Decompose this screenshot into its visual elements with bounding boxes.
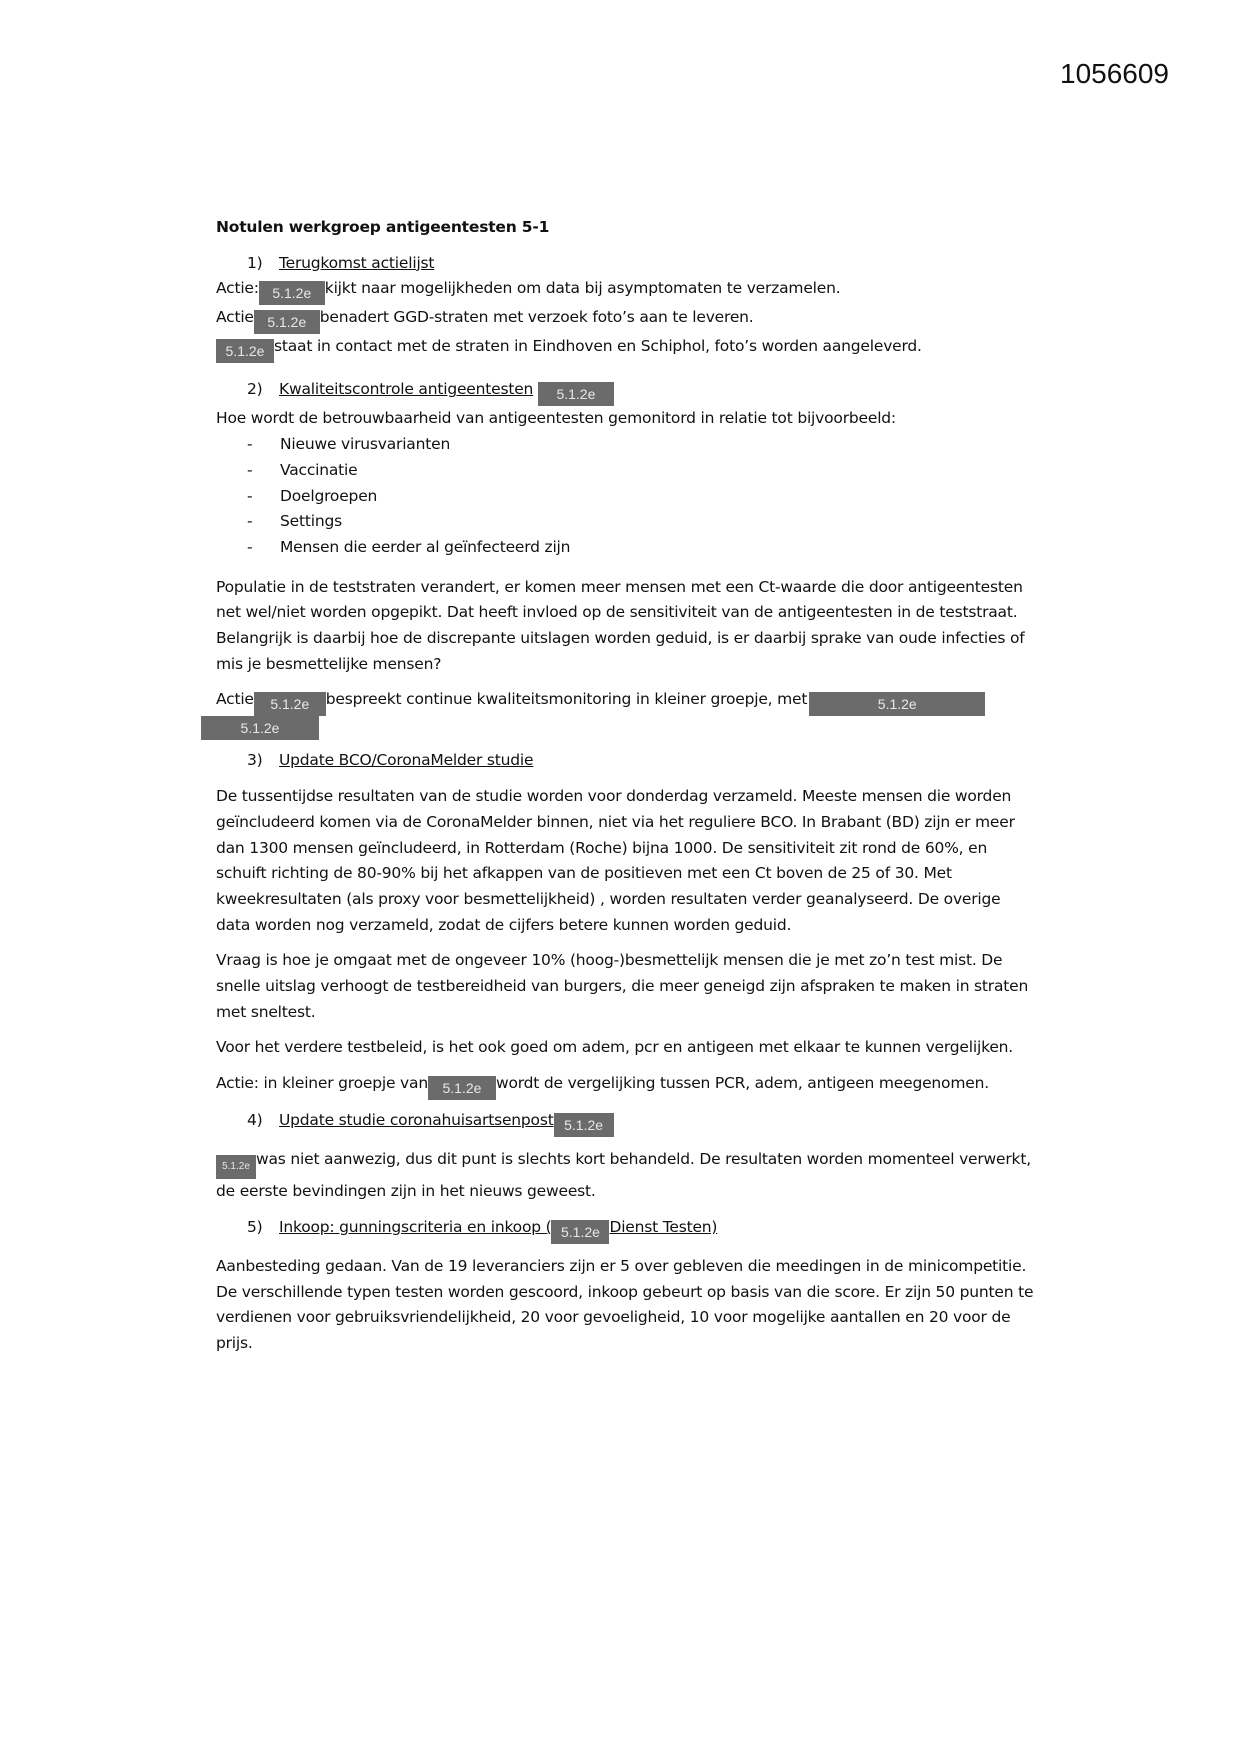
- redaction-block: 5.1.2e: [538, 382, 614, 406]
- list-item: - Vaccinatie: [247, 460, 358, 479]
- list-item: - Mensen die eerder al geïnfecteerd zijn: [247, 537, 571, 556]
- action-line-1: [216, 276, 1036, 305]
- redaction-block: 5.1.2e: [254, 692, 326, 716]
- redaction-block: 5.1.2e: [554, 1113, 614, 1137]
- section-number: 4): [247, 1111, 263, 1130]
- list-item: - Doelgroepen: [247, 486, 378, 505]
- action-text: benadert GGD-straten met verzoek foto’s aan te leveren.: [319, 308, 754, 327]
- action-label: Actie: [216, 690, 254, 709]
- section-5-paragraph: Aanbesteding gedaan. Van de 19 leveranciers zijn er 5 over gebleven die meedingen in de minicompetitie. De verschillende typen testen worden gescoord, inkoop gebeurt op basis van die score. Er zijn 50 punten te verdienen voor gebruiksvriendelijkheid, 20 voor gevoeligheid, 10 voor mogelijke aantallen en 20 voor de prijs.: [216, 1256, 1034, 1352]
- section-number: 2): [247, 380, 263, 399]
- section-3-heading: [216, 748, 1036, 774]
- section-3-action: [216, 1071, 1036, 1100]
- action-text: wordt de vergelijking tussen PCR, adem, antigeen meegenomen.: [495, 1074, 989, 1093]
- redaction-block: 5.1.2e: [259, 281, 325, 305]
- section-title-end: Dienst Testen): [609, 1217, 718, 1236]
- action-label: Actie: in kleiner groepje van: [216, 1074, 428, 1093]
- redaction-block: 5.1.2e: [254, 310, 320, 334]
- action-text: kijkt naar mogelijkheden om data bij asymptomaten te verzamelen.: [324, 279, 841, 298]
- section-number: 1): [247, 253, 263, 272]
- action-text: bespreekt continue kwaliteitsmonitoring in kleiner groepje, met: [325, 690, 808, 709]
- section-number: 5): [247, 1217, 263, 1236]
- section-number: 3): [247, 751, 263, 770]
- section-title: Update studie coronahuisartsenpost: [279, 1111, 554, 1130]
- bullet-list: [216, 432, 1036, 561]
- section-1-heading: [216, 251, 1036, 277]
- redaction-block: 5.1.2e: [216, 1155, 256, 1179]
- list-item: - Settings: [247, 512, 342, 531]
- section-title: Update BCO/CoronaMelder studie: [279, 751, 534, 770]
- list-item: - Nieuwe virusvarianten: [247, 435, 451, 454]
- paragraph-text: was niet aanwezig, dus dit punt is slechts kort behandeld. De resultaten worden momenteel verwerkt, de eerste bevindingen zijn in het nieuws geweest.: [216, 1150, 1031, 1201]
- section-3-paragraph-1: De tussentijdse resultaten van de studie worden voor donderdag verzameld. Meeste mensen die worden geïncludeerd komen via de CoronaMelder binnen, niet via het reguliere BCO. In Brabant (BD) zijn er meer dan 1300 mensen geïncludeerd, in Rotterdam (Roche) bijna 1000. De sensitiviteit zit rond de 60%, en schuift richting de 80-90% bij het afkappen van de positieven met een Ct boven de 25 of 30. Met kweekresultaten (als proxy voor besmettelijkheid) , worden resultaten verder geanalyseerd. De overige data worden nog verzameld, zodat de cijfers betere kunnen worden geduid.: [216, 787, 1015, 934]
- redaction-block: 5.1.2e: [809, 692, 985, 716]
- section-3-paragraph-2: Vraag is hoe je omgaat met de ongeveer 10% (hoog-)besmettelijk mensen die je met zo’n test mist. De snelle uitslag verhoogt de testbereidheid van burgers, die meer geneigd zijn afspraken te maken in straten met sneltest.: [216, 951, 1029, 1021]
- redaction-block: 5.1.2e: [428, 1076, 496, 1100]
- section-4-heading: [216, 1108, 1036, 1137]
- section-title: Kwaliteitscontrole antigeentesten: [279, 380, 534, 399]
- redaction-block: 5.1.2e: [551, 1220, 609, 1244]
- section-2-action: [216, 687, 1036, 716]
- section-title: Inkoop: gunningscriteria en inkoop (: [279, 1217, 552, 1236]
- section-5-heading: [216, 1215, 1036, 1244]
- action-text: staat in contact met de straten in Eindhoven en Schiphol, foto’s worden aangeleverd.: [274, 337, 922, 356]
- section-title: Terugkomst actielijst: [279, 253, 435, 272]
- section-4-paragraph: [216, 1147, 1036, 1205]
- redaction-block: 5.1.2e: [201, 716, 319, 740]
- action-line-2: [216, 305, 1036, 334]
- section-2-intro: Hoe wordt de betrouwbaarheid van antigeentesten gemonitord in relatie tot bijvoorbeeld:: [216, 409, 896, 428]
- action-line-3: [216, 334, 1036, 363]
- section-2-paragraph: Populatie in de teststraten verandert, er komen meer mensen met een Ct-waarde die door antigeentesten net wel/niet worden opgepikt. Dat heeft invloed op de sensitiviteit van de antigeentesten in de teststraat. Belangrijk is daarbij hoe de discrepante uitslagen worden geduid, is er daarbij sprake van oude infecties of mis je besmettelijke mensen?: [216, 577, 1025, 673]
- section-3-paragraph-3: Voor het verdere testbeleid, is het ook goed om adem, pcr en antigeen met elkaar te kunnen vergelijken.: [216, 1038, 1014, 1057]
- minutes-page: [216, 215, 1036, 1357]
- document-number: 1056609: [1060, 58, 1170, 89]
- redaction-block: 5.1.2e: [216, 339, 274, 363]
- action-label: Actie:: [216, 279, 259, 298]
- section-2-heading: [216, 377, 1036, 406]
- action-label: Actie: [216, 308, 254, 327]
- page-title: Notulen werkgroep antigeentesten 5-1: [216, 218, 550, 236]
